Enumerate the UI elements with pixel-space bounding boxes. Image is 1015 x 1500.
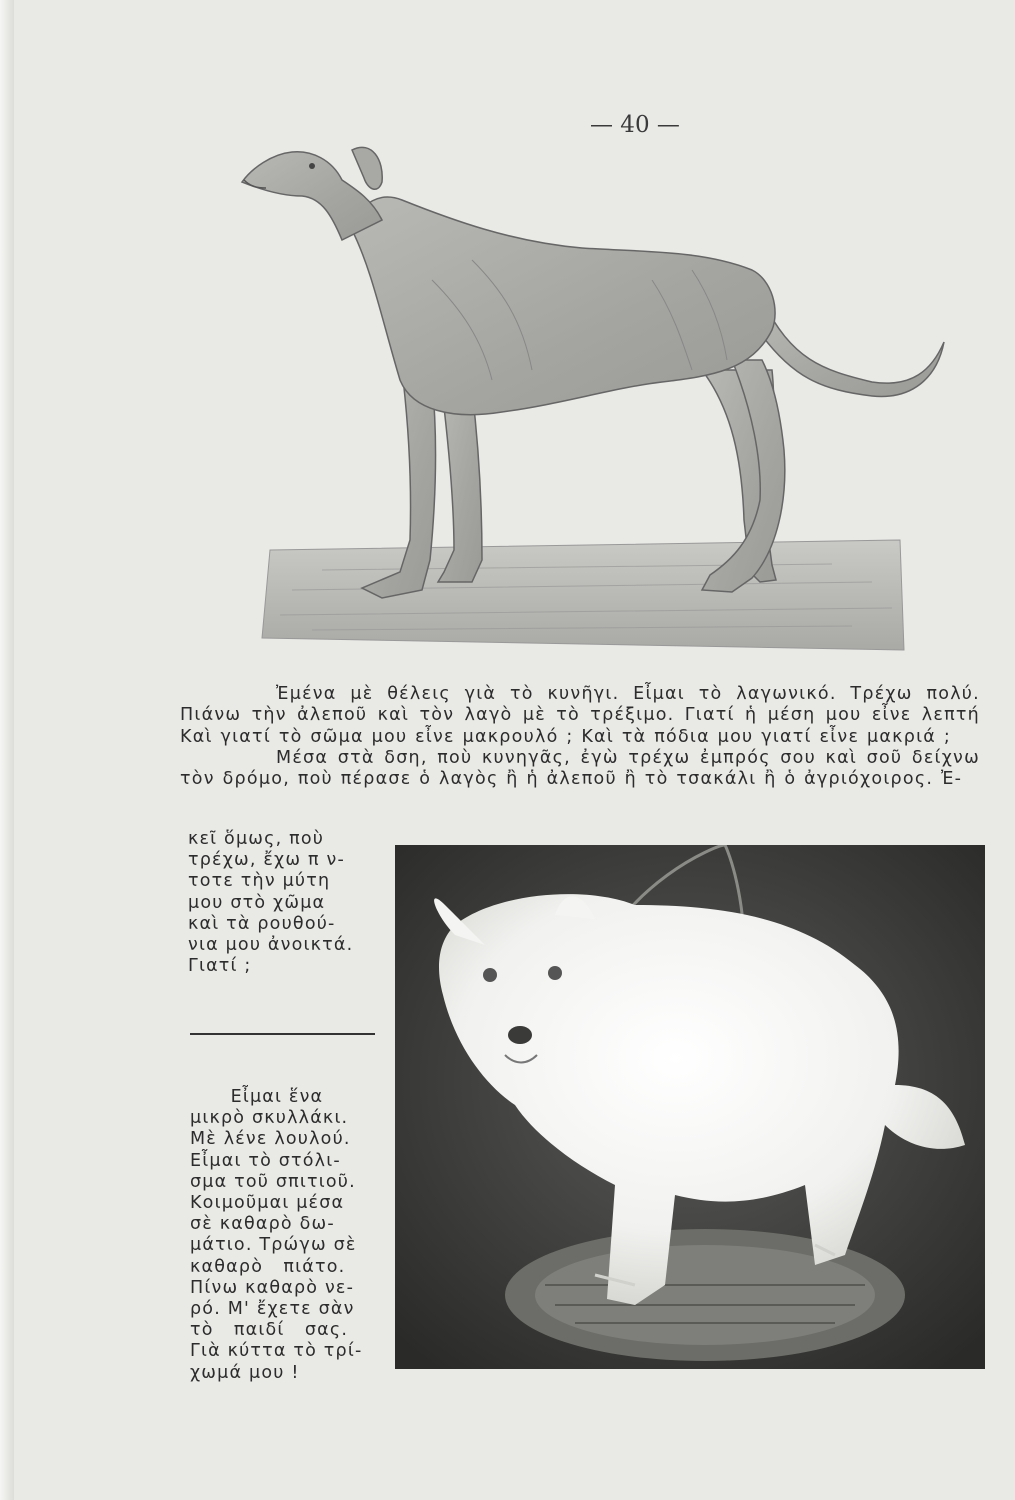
white-dog-photo-icon bbox=[395, 845, 985, 1369]
spitz-photo bbox=[395, 845, 985, 1369]
spitz-caption: Εἶμαι ἕνα μικρὸ σκυλλάκι. Μὲ λένε λουλού. Εἶμαι τὸ στόλι- σμα τοῦ σπιτιοῦ. Κοιμοῦμαι μέσα σὲ καθαρὸ δω- μάτιο. Τρώγω σὲ καθαρὸ πιάτο. Πίνω καθαρὸ νε- ρό. Μ' ἔχετε σὰν τὸ παιδί σας. Γιὰ κύττα τὸ τρί- χωμά μου ! bbox=[190, 1087, 363, 1383]
main-text bbox=[180, 684, 980, 790]
paragraph-1: Ἐμένα μὲ θέλεις γιὰ τὸ κυνῆγι. Εἶμαι τὸ λαγωνικό. Τρέχω πολύ. Πιάνω τὴν ἀλεποῦ καὶ τὸν λαγὸ μὲ τὸ τρέξιμο. Γιατί ἡ μέση μου εἶνε λεπτή Καὶ γιατί τὸ σῶμα μου εἶνε μακρουλό ; Καὶ τὰ πόδια μου γιατί εἶνε μακριά ; bbox=[180, 684, 980, 747]
paragraph-continuation: κεῖ ὅμως, ποὺ τρέχω, ἔχω π ν- τοτε τὴν μύτη μου στὸ χῶμα καὶ τὰ ρουθού- νια μου ἀνοικτά. Γιατί ; bbox=[188, 829, 354, 977]
greyhound-illustration bbox=[232, 120, 962, 660]
divider-rule bbox=[190, 1033, 375, 1035]
paragraph-2: Μέσα στὰ δση, ποὺ κυνηγᾶς, ἐγὼ τρέχω ἐμπρός σου καὶ σοῦ δείχνω τὸν δρόμο, ποὺ πέρασε ὁ λαγὸς ἢ ἡ ἀλεποῦ ἢ τὸ τσακάλι ἢ ὁ ἀγριόχοιρος. Ἐ- bbox=[180, 747, 980, 790]
greyhound-drawing-icon bbox=[232, 120, 962, 660]
page-binding-edge bbox=[0, 0, 14, 1500]
page-number: — 40 — bbox=[590, 112, 680, 138]
